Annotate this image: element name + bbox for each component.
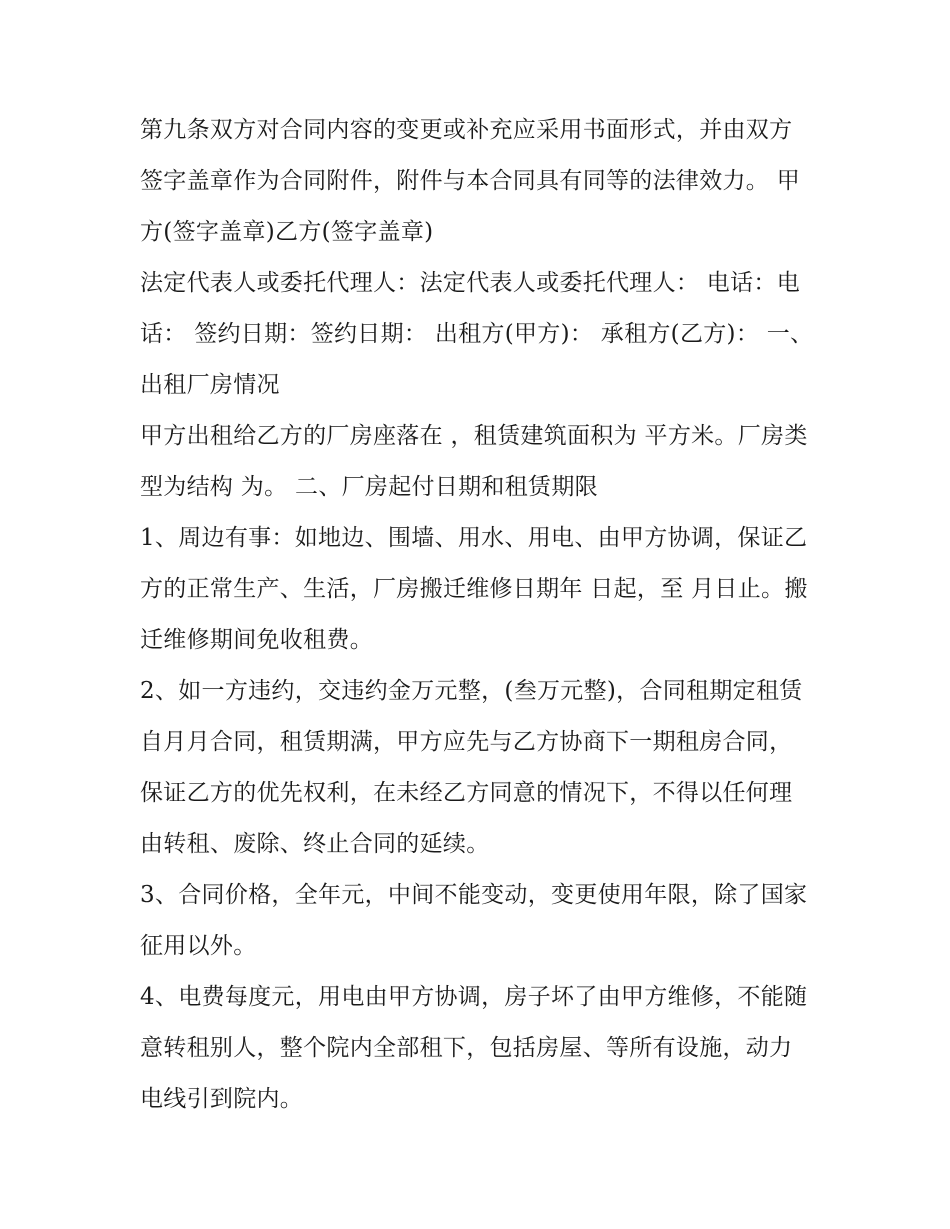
paragraph-clause-2: 2、如一方违约，交违约金万元整，(叁万元整)，合同租期定租赁自月月合同，租赁期满，甲方应先与乙方协商下一期租房合同，保证乙方的优先权利，在未经乙方同意的情况下，不得以任何理由转租、废除、终止合同的延续。 bbox=[140, 678, 803, 857]
paragraph-clause-4: 4、电费每度元，用电由甲方协调，房子坏了由甲方维修，不能随意转租别人，整个院内全部租下，包括房屋、等所有设施，动力电线引到院内。 bbox=[140, 984, 808, 1112]
paragraph-clause-1: 1、周边有事：如地边、围墙、用水、用电、由甲方协调，保证乙方的正常生产、生活，厂房搬迁维修日期年 日起，至 月日止。搬迁维修期间免收租费。 bbox=[140, 525, 808, 653]
paragraph-clause-3: 3、合同价格，全年元，中间不能变动，变更使用年限，除了国家征用以外。 bbox=[140, 882, 808, 959]
document-body bbox=[140, 105, 815, 1125]
paragraph-signatories: 法定代表人或委托代理人：法定代表人或委托代理人： 电话：电话： 签约日期：签约日期： 出租方(甲方)： 承租方(乙方)： 一、出租厂房情况 bbox=[140, 270, 814, 398]
paragraph-article-9: 第九条双方对合同内容的变更或补充应采用书面形式，并由双方签字盖章作为合同附件，附件与本合同具有同等的法律效力。 甲方(签字盖章)乙方(签字盖章) bbox=[140, 117, 801, 245]
paragraph-factory-location: 甲方出租给乙方的厂房座落在 ，租赁建筑面积为 平方米。厂房类型为结构 为。 二、厂房起付日期和租赁期限 bbox=[140, 423, 808, 500]
